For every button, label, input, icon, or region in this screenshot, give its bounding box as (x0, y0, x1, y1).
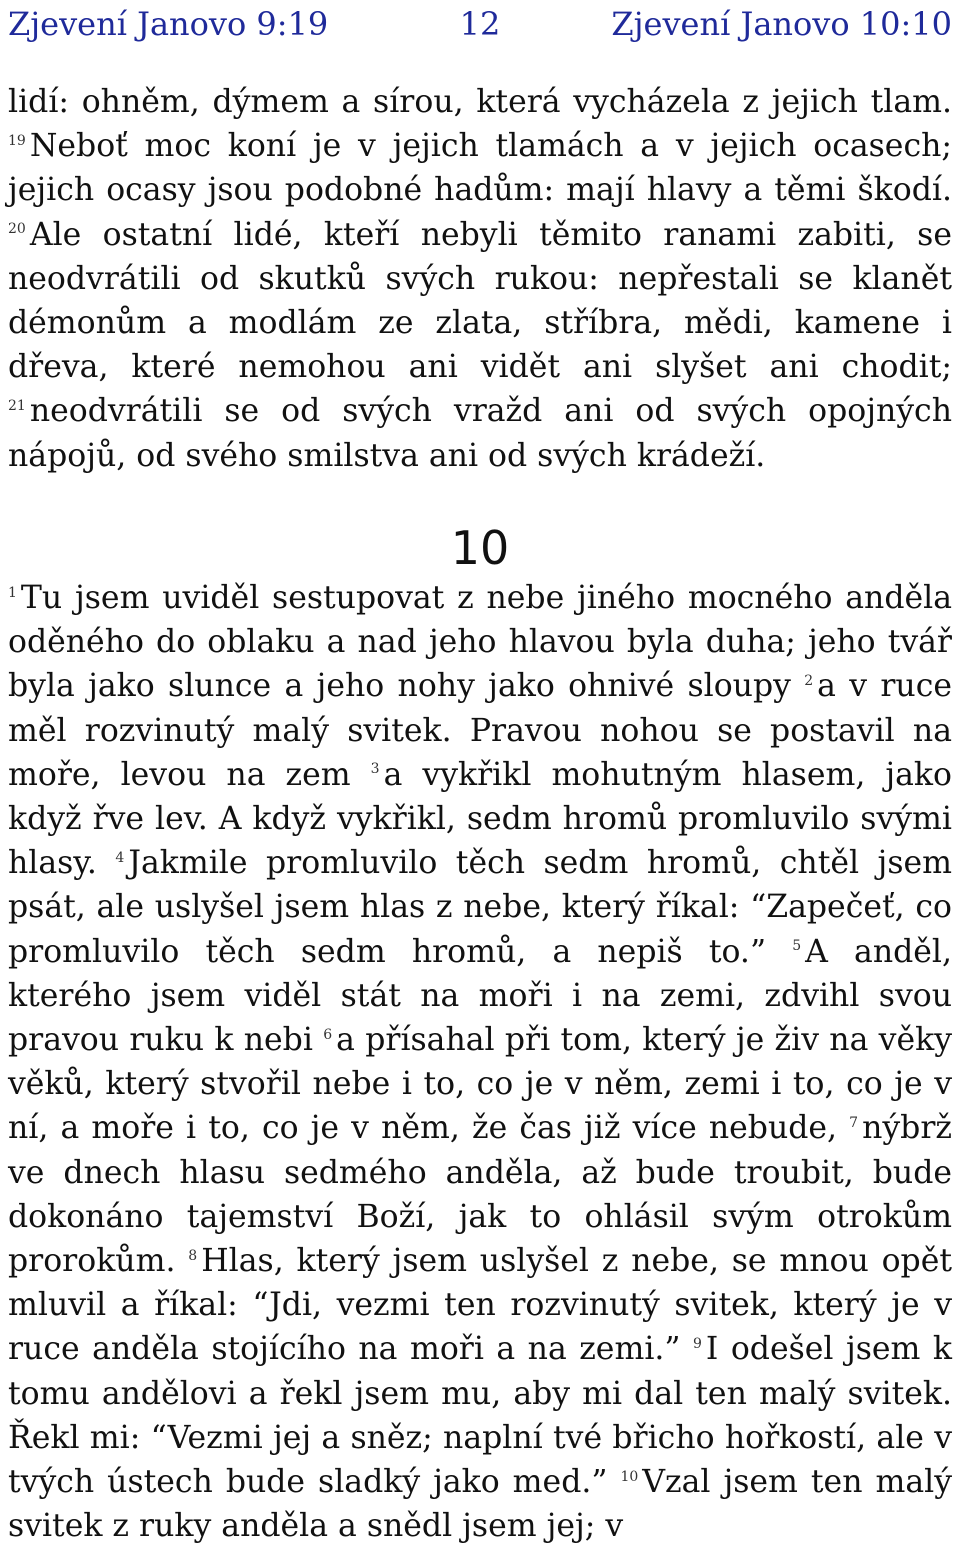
page-header (8, 0, 952, 48)
verse-text: Jakmile promluvilo těch sedm hromů, chtěl jsem psát, ale uslyšel jsem hlas z nebe, který říkal: “Zapečeť, co promluvilo těch sedm hromů, a nepiš to.” (8, 845, 953, 970)
verse-text: Neboť moc koní je v jejich tlamách a v jejich ocasech; jejich ocasy jsou podobné hadům: mají hlavy a těmi škodí. (8, 128, 952, 209)
verse-number: 8 (188, 1247, 198, 1264)
verse-text: lidí: ohněm, dýmem a sírou, která vycházela z jejich tlam. (8, 84, 952, 120)
verse-number: 7 (849, 1114, 859, 1131)
verse-number: 21 (8, 397, 26, 414)
verse-text: A anděl, kterého jsem viděl stát na moři i na zemi, zdvihl svou pravou ruku k nebi (8, 933, 952, 1059)
chapter-9-ending (8, 80, 952, 478)
verse-number: 20 (8, 221, 26, 238)
verse-text: Tu jsem uviděl sestupovat z nebe jiného mocného anděla oděného do oblaku a nad jeho hlavou byla duha; jeho tvář byla jako slunce a jeho nohy jako ohnivé sloupy (8, 580, 952, 705)
paragraph (8, 80, 952, 478)
verse-number: 5 (792, 938, 802, 955)
chapter-10-text (8, 576, 952, 1548)
verse-number: 3 (370, 761, 380, 778)
verse-number: 9 (693, 1335, 702, 1352)
verse-text: a vykřikl mohutným hlasem, jako když řve lev. A když vykřikl, sedm hromů promluvilo svými hlasy. (8, 756, 952, 882)
verse-text: nýbrž ve dnech hlasu sedmého anděla, až bude troubit, bude dokonáno tajemství Boží, jak to ohlásil svým otrokům prorokům. (8, 1110, 952, 1280)
verse-text: a v ruce měl rozvinutý malý svitek. Pravou nohou se postavil na moře, levou na zem (8, 668, 953, 793)
verse-text: neodvrátili se od svých vražd ani od svých opojných nápojů, od svého smilstva ani od svých krádeží. (8, 393, 952, 474)
verse-number: 2 (804, 672, 814, 689)
verse-number: 10 (620, 1468, 639, 1485)
verse-text: a přísahal při tom, který je živ na věky věků, který stvořil nebe i to, co je v něm, zemi i to, co je v ní, a moře i to, co je v něm, že čas již více nebude, (8, 1022, 952, 1147)
verse-text: Hlas, který jsem uslyšel z nebe, se mnou opět mluvil a říkal: “Jdi, vezmi ten rozvinutý svitek, který je v ruce anděla stojícího na moři a na zemi.” (8, 1243, 953, 1368)
page-number: 12 (459, 5, 501, 43)
paragraph (8, 576, 952, 1548)
verse-number: 19 (8, 132, 26, 149)
header-left-reference: Zjevení Janovo 9:19 (8, 5, 329, 43)
header-right-reference: Zjevení Janovo 10:10 (611, 5, 952, 43)
verse-number: 6 (323, 1026, 333, 1043)
verse-number: 1 (8, 584, 17, 601)
verse-number: 4 (115, 849, 125, 866)
verse-text: Ale ostatní lidé, kteří nebyli těmito ranami zabiti, se neodvrátili od skutků svých rukou: nepřestali se klanět démonům a modlám ze zlata, stříbra, mědi, kamene i dřeva, které nemohou ani vidět ani slyšet ani chodit; (8, 216, 952, 386)
chapter-number: 10 (450, 521, 510, 575)
verse-text: I odešel jsem k tomu andělovi a řekl jsem mu, aby mi dal ten malý svitek. Řekl mi: “Vezmi jej a sněz; naplní tvé břicho hořkostí, ale v tvých ústech bude sladký jako med.” (8, 1331, 952, 1501)
verse-text: Vzal jsem ten malý svitek z ruky anděla a snědl jsem jej; v (8, 1464, 952, 1545)
